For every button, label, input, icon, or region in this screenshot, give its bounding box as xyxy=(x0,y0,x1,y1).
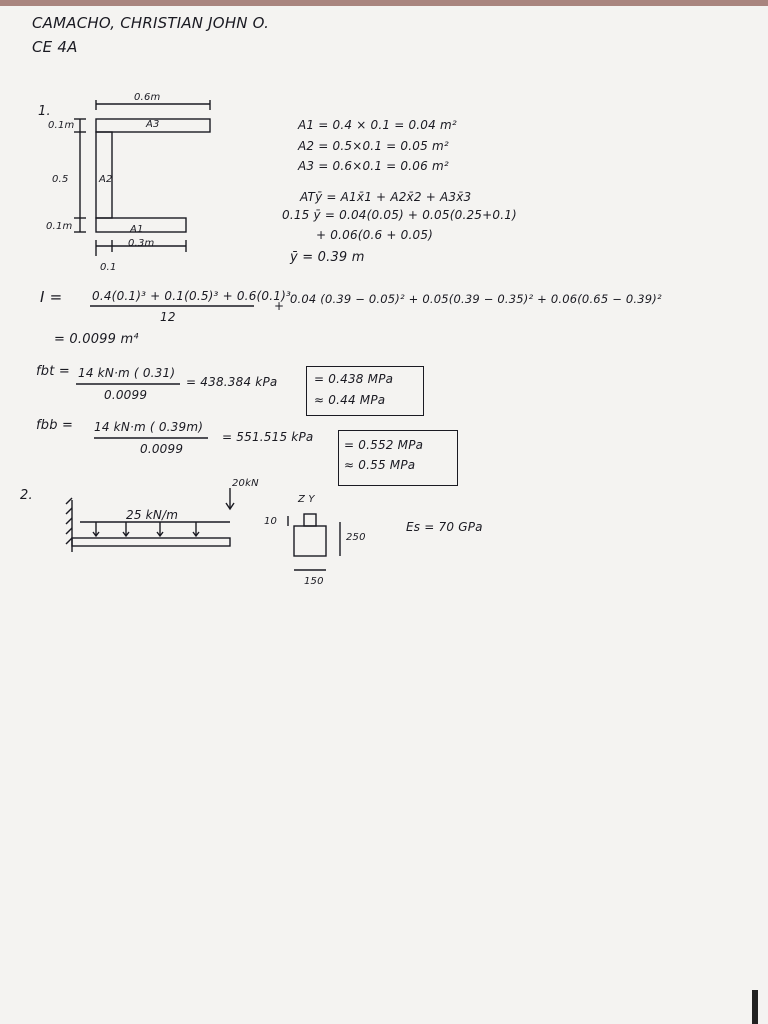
area-a2: A2 = 0.5×0.1 = 0.05 m² xyxy=(298,139,449,153)
udl-label: 25 kN/m xyxy=(126,508,179,522)
problem2-number: 2. xyxy=(20,488,33,503)
student-section: CE 4A xyxy=(32,38,78,56)
student-name: CAMACHO, CHRISTIAN JOHN O. xyxy=(32,14,270,32)
centroid-sub2: + 0.06(0.6 + 0.05) xyxy=(316,228,434,242)
section-top-label: 10 xyxy=(264,516,278,527)
fbb-boxed1: = 0.552 MPa xyxy=(344,438,424,452)
fbt-denominator: 0.0099 xyxy=(104,388,148,402)
centroid-eq: ATȳ = A1x̄1 + A2x̄2 + A3x̄3 xyxy=(300,190,472,204)
fbb-numerator: 14 kN·m ( 0.39m) xyxy=(94,420,204,434)
section-width-label: 150 xyxy=(304,576,324,587)
label-top-width: 0.6m xyxy=(134,92,161,103)
inertia-lhs: I = xyxy=(40,288,63,306)
inertia-result: = 0.0099 m⁴ xyxy=(54,332,139,347)
fbb-lhs: fbb = xyxy=(36,418,74,433)
label-a2: A2 xyxy=(99,174,113,185)
area-a1: A1 = 0.4 × 0.1 = 0.04 m² xyxy=(298,118,457,132)
fbt-value: = 438.384 kPa xyxy=(186,375,278,389)
label-bottom-width: 0.3m xyxy=(128,238,155,249)
fbt-numerator: 14 kN·m ( 0.31) xyxy=(78,366,176,380)
cross-section-top xyxy=(304,514,316,526)
modulus-label: Es = 70 GPa xyxy=(406,520,483,534)
centroid-sub1: 0.15 ȳ = 0.04(0.05) + 0.05(0.25+0.1) xyxy=(282,208,517,222)
problem1-number: 1. xyxy=(38,104,51,119)
fbb-value: = 551.515 kPa xyxy=(222,430,314,444)
label-web-thk: 0.1 xyxy=(100,262,117,273)
inertia-parallel: 0.04 (0.39 − 0.05)² + 0.05(0.39 − 0.35)² + 0.06(0.65 − 0.39)² xyxy=(290,292,662,306)
fbt-boxed1: = 0.438 MPa xyxy=(314,372,394,386)
label-bottom-thk: 0.1m xyxy=(46,221,73,232)
label-a3: A3 xyxy=(146,119,160,130)
fbb-boxed2: ≈ 0.55 MPa xyxy=(344,458,416,472)
section-height-label: 250 xyxy=(346,532,366,543)
label-a1: A1 xyxy=(130,224,144,235)
inertia-denominator: 12 xyxy=(160,310,176,324)
point-load-label: 20kN xyxy=(232,478,259,489)
fbb-denominator: 0.0099 xyxy=(140,442,184,456)
inertia-plus: + xyxy=(274,299,285,313)
label-top-thk: 0.1m xyxy=(48,120,75,131)
fbt-boxed2: ≈ 0.44 MPa xyxy=(314,393,386,407)
area-a3: A3 = 0.6×0.1 = 0.06 m² xyxy=(298,159,449,173)
centroid-result: ȳ = 0.39 m xyxy=(290,250,365,265)
binder-clip xyxy=(752,990,758,1024)
inertia-numerator: 0.4(0.1)³ + 0.1(0.5)³ + 0.6(0.1)³ xyxy=(92,289,291,303)
beam xyxy=(72,538,230,546)
cross-section xyxy=(294,526,326,556)
section-axis-label: Z Y xyxy=(298,494,315,505)
label-web-height: 0.5 xyxy=(52,174,69,185)
fbt-lhs: fbt = xyxy=(36,364,70,379)
